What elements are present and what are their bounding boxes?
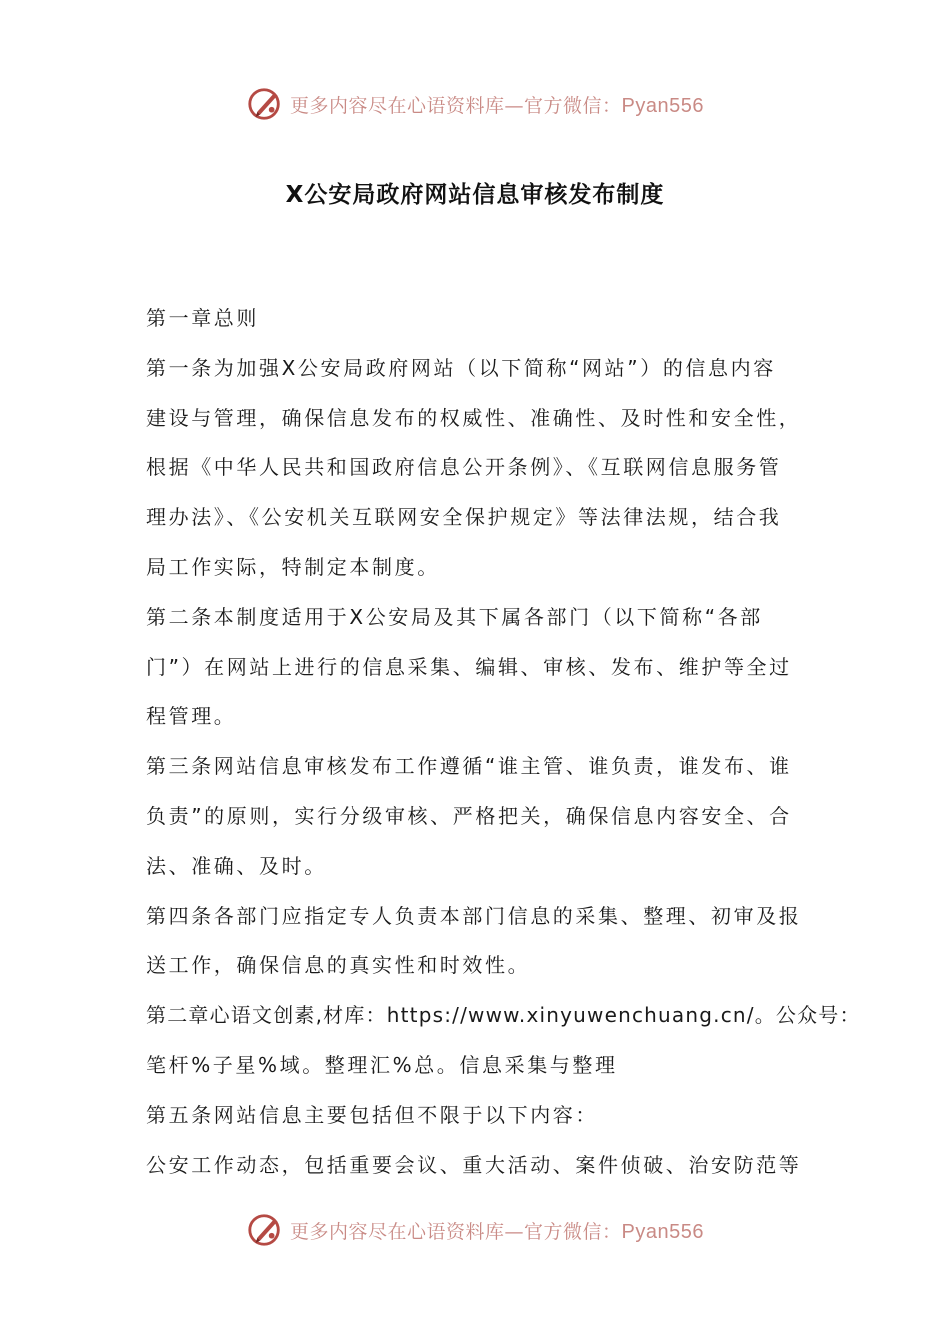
document-body xyxy=(146,294,861,1190)
watermark-slogan: 更多内容尽在心语资料库 xyxy=(290,1220,505,1243)
text-line: 建设与管理，确保信息发布的权威性、准确性、及时性和安全性， xyxy=(146,405,802,430)
watermark-label: 官方微信： xyxy=(524,1220,622,1243)
text-line: 负责”的原则，实行分级审核、严格把关，确保信息内容安全、合 xyxy=(146,803,792,828)
watermark-text xyxy=(290,1217,704,1244)
watermark-footer xyxy=(0,1210,950,1250)
watermark-header xyxy=(0,84,950,124)
text-line: 第一章总则 xyxy=(146,306,259,330)
text-line-with-url: 第二章心语文创素,材库：https://www.xinyuwenchuang.cn/。公众号： xyxy=(146,1003,861,1028)
text-line: 程管理。 xyxy=(146,704,237,729)
text-line: 第三条网站信息审核发布工作遵循“谁主管、谁负责，谁发布、谁 xyxy=(146,754,792,779)
pen-logo-icon xyxy=(246,85,284,123)
watermark-handle: Pyan556 xyxy=(621,1220,704,1243)
watermark-handle: Pyan556 xyxy=(621,94,704,117)
text-line: 根据《中华人民共和国政府信息公开条例》、《互联网信息服务管 xyxy=(146,455,782,480)
watermark-text xyxy=(290,91,704,118)
pen-logo-icon xyxy=(246,1211,284,1249)
text-line: 局工作实际，特制定本制度。 xyxy=(146,554,440,579)
text-line: 理办法》、《公安机关互联网安全保护规定》等法律法规，结合我 xyxy=(146,505,782,530)
text-line: 第一条为加强X公安局政府网站（以下简称“网站”）的信息内容 xyxy=(146,355,776,380)
text-line: 第五条网站信息主要包括但不限于以下内容： xyxy=(146,1102,598,1127)
watermark-separator: — xyxy=(504,1220,525,1243)
text-line: 法、准确、及时。 xyxy=(146,853,327,878)
text-line: 公安工作动态，包括重要会议、重大活动、案件侦破、治安防范等 xyxy=(146,1152,802,1177)
document-title: X公安局政府网站信息审核发布制度 xyxy=(285,182,665,208)
text-line: 送工作，确保信息的真实性和时效性。 xyxy=(146,953,531,978)
watermark-label: 官方微信： xyxy=(524,94,622,117)
watermark-separator: — xyxy=(504,94,525,117)
text-line: 第四条各部门应指定专人负责本部门信息的采集、整理、初审及报 xyxy=(146,903,802,928)
watermark-slogan: 更多内容尽在心语资料库 xyxy=(290,94,505,117)
text-line: 第二条本制度适用于X公安局及其下属各部门（以下简称“各部 xyxy=(146,604,763,629)
text-line: 笔杆%子星%域。整理汇%总。信息采集与整理 xyxy=(146,1052,618,1077)
text-line: 门”）在网站上进行的信息采集、编辑、审核、发布、维护等全过 xyxy=(146,654,792,679)
